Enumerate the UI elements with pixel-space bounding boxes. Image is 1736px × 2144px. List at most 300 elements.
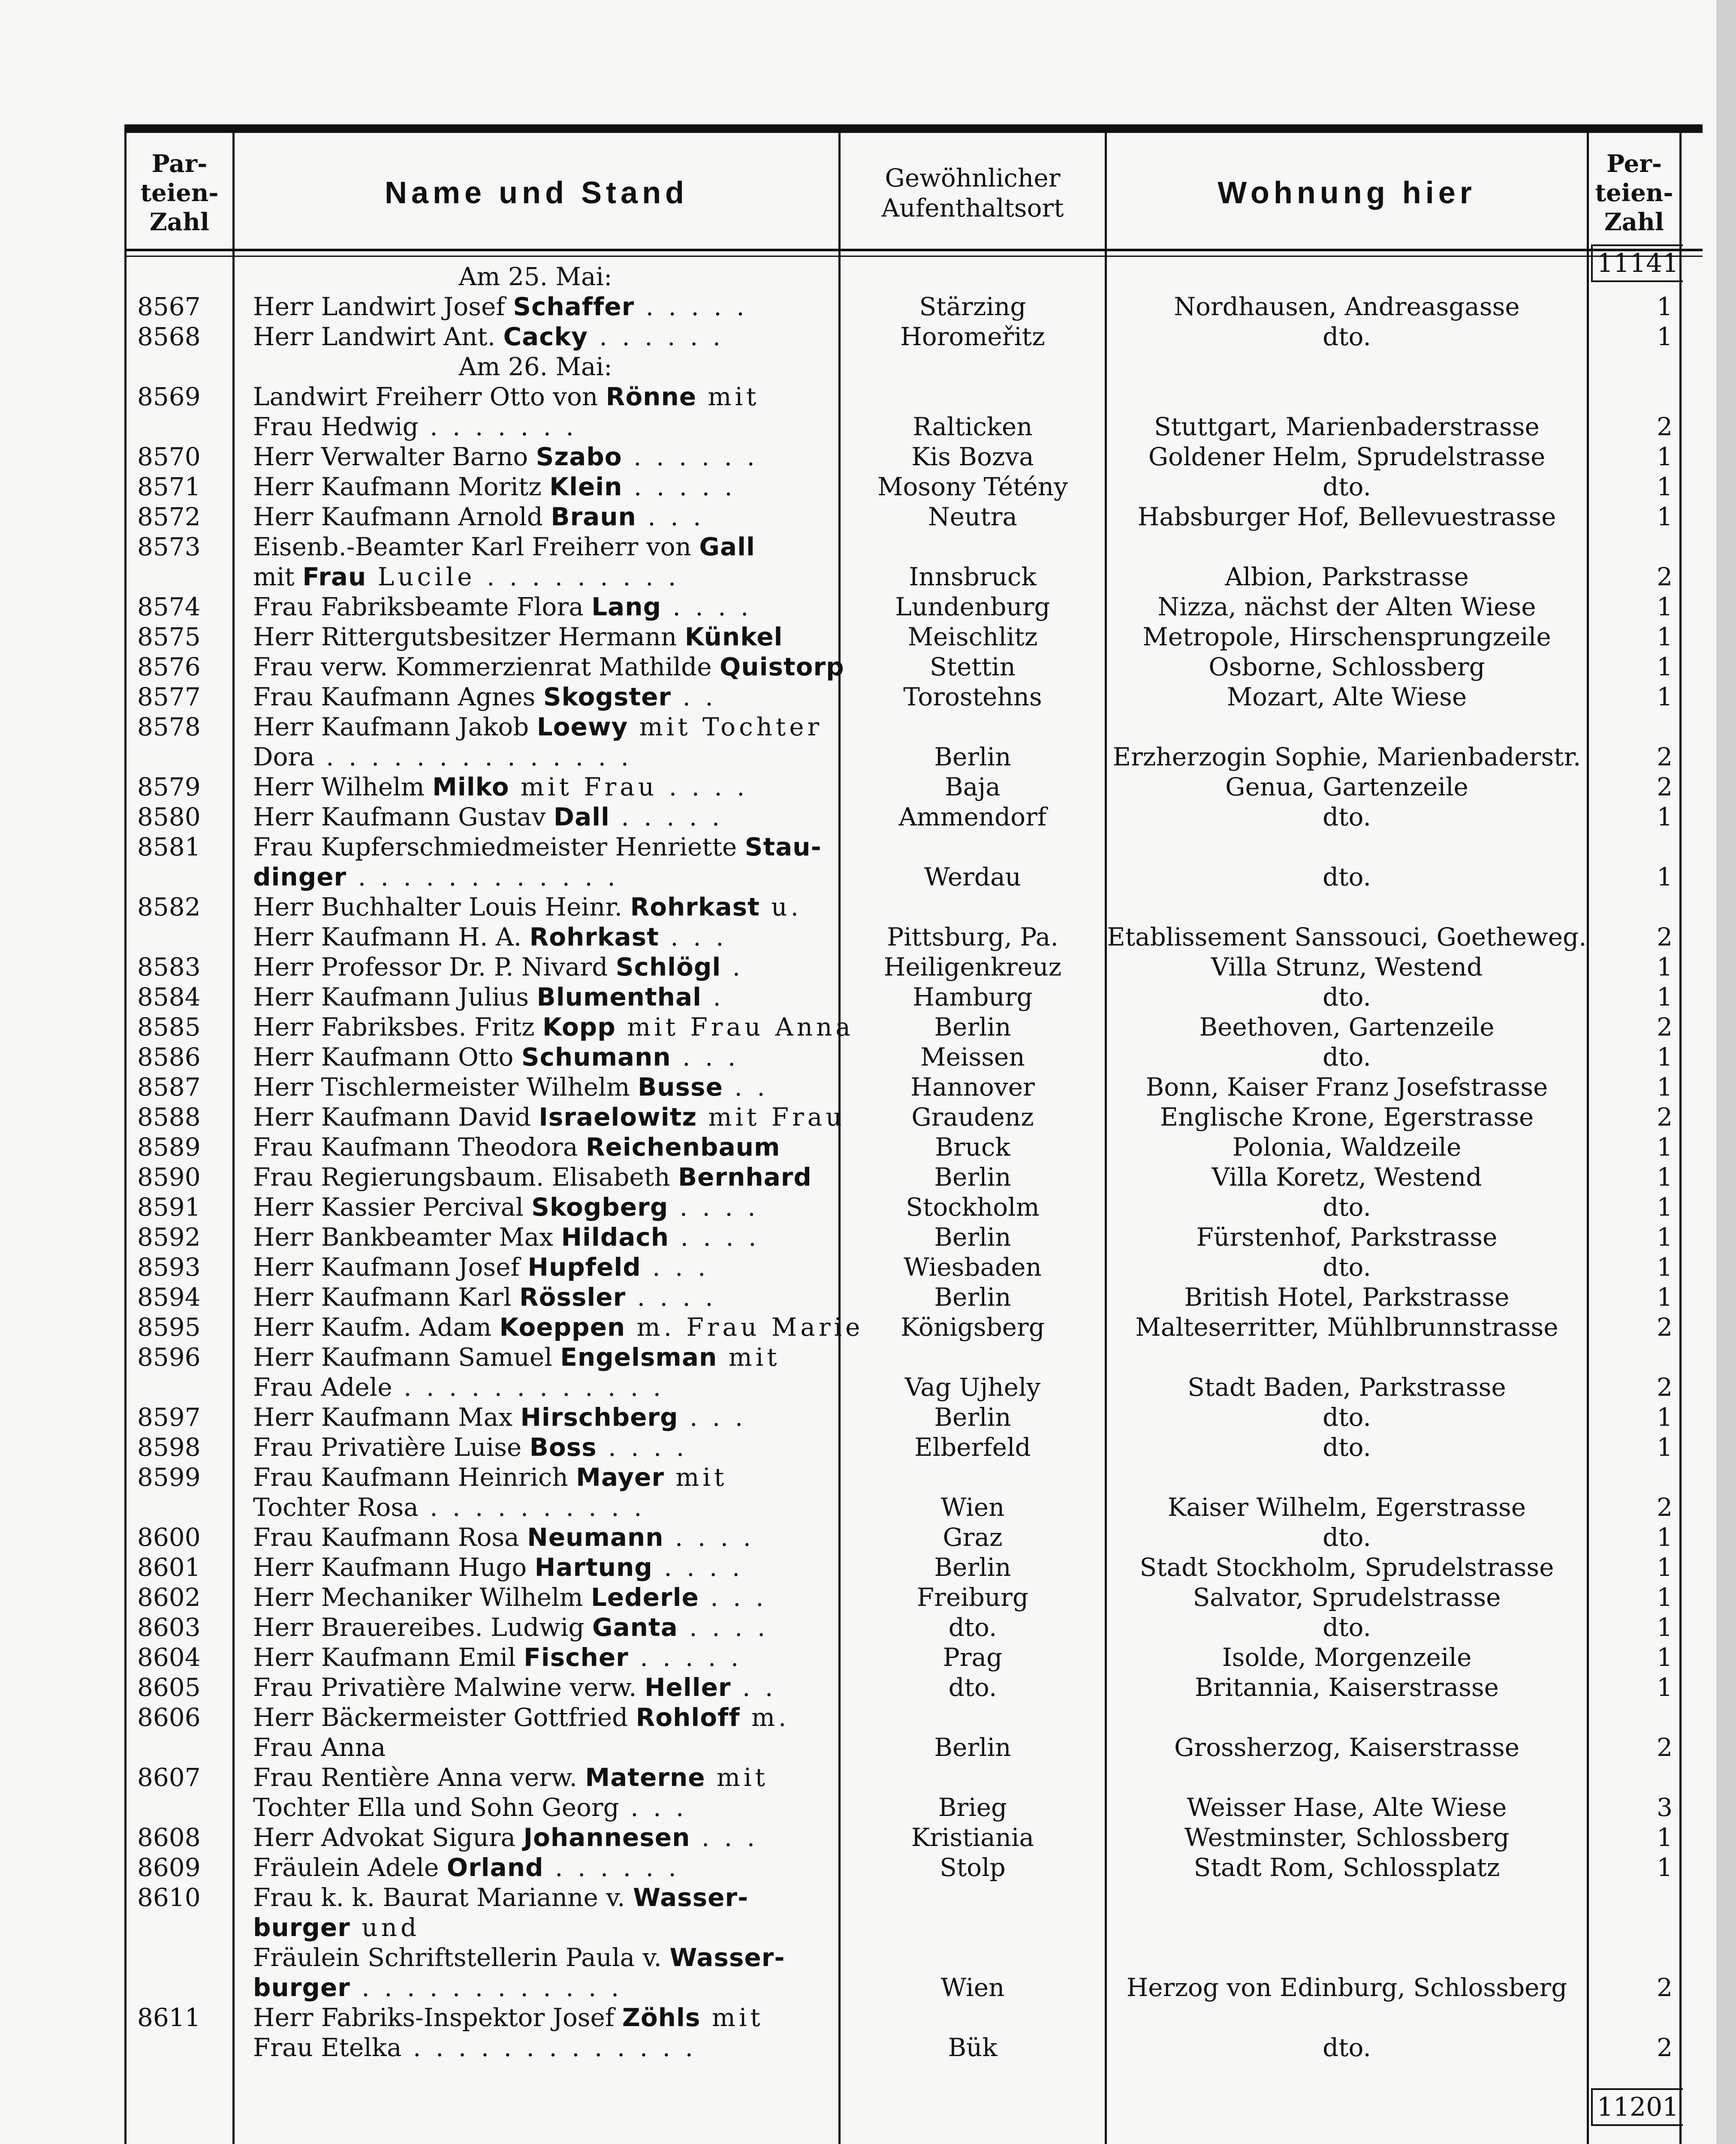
- surname: Lederle: [591, 1583, 699, 1612]
- entry-number: 8597: [137, 1403, 201, 1432]
- entry-name: [253, 382, 836, 412]
- table-row: [124, 1552, 1703, 1582]
- lodging-address: Genua, Gartenzeile: [1225, 772, 1468, 801]
- entry-number: 8610: [137, 1883, 201, 1912]
- header-address: Wohnung hier: [1218, 176, 1476, 210]
- table-row: [124, 832, 1703, 862]
- name-suffix: . .: [731, 1673, 777, 1702]
- usual-residence: Wien: [940, 1973, 1005, 2002]
- surname: Lang: [591, 592, 661, 621]
- lodging-address: Grossherzog, Kaiserstrasse: [1174, 1733, 1519, 1762]
- surname: Klein: [549, 472, 623, 501]
- entry-number: 8570: [137, 442, 201, 471]
- table-row: [124, 1012, 1703, 1042]
- party-count: 1: [1657, 1523, 1673, 1552]
- table-row: [124, 262, 1703, 292]
- party-count: 1: [1657, 1283, 1673, 1312]
- name-text: Landwirt Freiherr Otto von: [253, 382, 606, 411]
- party-count: 1: [1657, 1042, 1673, 1072]
- name-text: Fräulein Adele: [253, 1853, 447, 1882]
- entry-name: [253, 1072, 836, 1102]
- name-text: Dora: [253, 742, 315, 771]
- entry-number: 8605: [137, 1673, 201, 1702]
- name-suffix: . . . .: [678, 1613, 769, 1642]
- name-suffix: . . . . . . . . . . . .: [347, 862, 619, 891]
- entry-number: 8589: [137, 1132, 201, 1162]
- usual-residence: Elberfeld: [914, 1433, 1031, 1462]
- name-text: Frau Kaufmann Theodora: [253, 1132, 586, 1162]
- lodging-address: Habsburger Hof, Bellevuestrasse: [1137, 502, 1556, 531]
- usual-residence: Berlin: [934, 1553, 1011, 1582]
- lodging-address: Villa Strunz, Westend: [1211, 952, 1483, 982]
- party-count: 1: [1657, 322, 1673, 351]
- surname: Loewy: [536, 712, 628, 741]
- entry-name: [253, 322, 836, 352]
- party-count: 2: [1657, 1973, 1673, 2002]
- name-suffix: . . . . . .: [588, 322, 724, 351]
- name-text: Frau Anna: [253, 1733, 386, 1762]
- usual-residence: Berlin: [934, 1162, 1011, 1192]
- lodging-address: Goldener Helm, Sprudelstrasse: [1148, 442, 1546, 471]
- name-text: Frau Privatière Luise: [253, 1433, 530, 1462]
- surname: Israelowitz: [539, 1102, 697, 1132]
- entry-number: 8591: [137, 1192, 201, 1222]
- party-count: 1: [1657, 1403, 1673, 1432]
- lodging-address: Villa Koretz, Westend: [1212, 1162, 1482, 1192]
- entry-number: 8576: [137, 652, 201, 681]
- name-text: Herr Kaufmann Otto: [253, 1042, 521, 1072]
- surname: Kopp: [542, 1012, 616, 1042]
- name-suffix: . . . .: [661, 592, 752, 621]
- party-count: 2: [1657, 1373, 1673, 1402]
- table-row: [124, 1372, 1703, 1402]
- entry-name: [253, 1282, 836, 1312]
- table-row: [124, 1522, 1703, 1552]
- party-count: 1: [1657, 1253, 1673, 1282]
- entry-name: [253, 1822, 836, 1852]
- entry-number: 8599: [137, 1463, 201, 1492]
- party-count: 1: [1657, 442, 1673, 471]
- table-row: [124, 952, 1703, 982]
- name-text: mit: [253, 562, 303, 591]
- entry-number: 8585: [137, 1012, 201, 1042]
- table-row: [124, 1972, 1703, 2002]
- lodging-address: dto.: [1323, 982, 1371, 1012]
- surname: Künkel: [684, 622, 783, 651]
- table-row: [124, 382, 1703, 412]
- name-text: Herr Fabriksbes. Fritz: [253, 1012, 542, 1042]
- table-row: [124, 1612, 1703, 1642]
- party-count: 1: [1657, 652, 1673, 681]
- usual-residence: Bük: [948, 2033, 998, 2062]
- usual-residence: Werdau: [924, 862, 1021, 891]
- party-count: 2: [1657, 1102, 1673, 1132]
- surname: Braun: [551, 502, 636, 531]
- table-row: [124, 1192, 1703, 1222]
- lodging-address: Bonn, Kaiser Franz Josefstrasse: [1145, 1072, 1548, 1102]
- carried-over-total: 11141: [1591, 244, 1683, 282]
- entry-number: 8574: [137, 592, 201, 621]
- name-suffix: . . . . .: [609, 802, 723, 831]
- lodging-address: Herzog von Edinburg, Schlossberg: [1126, 1973, 1567, 2002]
- table-row: [124, 1222, 1703, 1252]
- usual-residence: Berlin: [934, 1223, 1011, 1252]
- page-edge-shadow: [1716, 0, 1736, 2144]
- name-suffix: . . . . . . . . . . . .: [350, 1973, 623, 2002]
- surname: Skogster: [543, 682, 672, 711]
- name-suffix: mit Frau Anna: [615, 1012, 854, 1042]
- surname: Skogberg: [531, 1192, 669, 1222]
- lodging-address: dto.: [1323, 862, 1371, 891]
- name-suffix: . . . . . . . . . . . .: [392, 1373, 665, 1402]
- entry-name: [253, 1462, 836, 1492]
- surname: Hupfeld: [527, 1253, 641, 1282]
- table-row: [124, 622, 1703, 652]
- name-suffix: . . . . . .: [622, 442, 758, 471]
- name-text: Eisenb.-Beamter Karl Freiherr von: [253, 532, 699, 561]
- entry-number: 8590: [137, 1162, 201, 1192]
- name-suffix: mit Tochter: [628, 712, 823, 741]
- party-count: 1: [1657, 1823, 1673, 1852]
- lodging-address: British Hotel, Parkstrasse: [1184, 1283, 1510, 1312]
- table-row: [124, 652, 1703, 682]
- name-suffix: m. Frau Marie: [625, 1313, 864, 1342]
- usual-residence: Berlin: [934, 1283, 1011, 1312]
- surname: Heller: [644, 1673, 731, 1702]
- surname: Blumenthal: [536, 982, 702, 1012]
- entry-name: [253, 472, 836, 502]
- lodging-address: dto.: [1323, 1042, 1371, 1072]
- entry-name: [253, 622, 836, 652]
- name-suffix: mit: [700, 2003, 764, 2032]
- table-row: [124, 472, 1703, 502]
- usual-residence: Prag: [943, 1643, 1003, 1672]
- surname: Bernhard: [678, 1162, 812, 1192]
- name-suffix: mit: [664, 1463, 728, 1492]
- lodging-address: Stadt Baden, Parkstrasse: [1187, 1373, 1506, 1402]
- entry-number: 8571: [137, 472, 201, 501]
- entry-name: [253, 832, 836, 862]
- usual-residence: Berlin: [934, 742, 1011, 771]
- entry-name: [253, 532, 836, 562]
- party-count: 1: [1657, 502, 1673, 531]
- name-suffix: . . . .: [597, 1433, 688, 1462]
- usual-residence: dto.: [948, 1673, 997, 1702]
- party-count: 1: [1657, 292, 1673, 321]
- surname: Szabo: [536, 442, 622, 471]
- party-count: 1: [1657, 982, 1673, 1012]
- entry-name: [253, 1312, 864, 1342]
- date-heading: [232, 262, 838, 292]
- entry-number: 8588: [137, 1102, 201, 1132]
- entry-name: [253, 1642, 836, 1672]
- name-text: Herr Rittergutsbesitzer Hermann: [253, 622, 685, 651]
- surname: Dall: [553, 802, 610, 831]
- name-text: Herr Wilhelm: [253, 772, 433, 801]
- name-text: Herr Fabriks-Inspektor Josef: [253, 2003, 622, 2032]
- surname: Rohrkast: [529, 922, 659, 952]
- name-text: Herr Advokat Sigura: [253, 1823, 524, 1852]
- surname: Fischer: [524, 1643, 629, 1672]
- entry-number: 8595: [137, 1313, 201, 1342]
- entry-number: 8606: [137, 1703, 201, 1732]
- surname: Rohloff: [636, 1703, 740, 1732]
- table-row: [124, 1672, 1703, 1702]
- entry-number: 8582: [137, 892, 201, 921]
- name-suffix: . . . . .: [628, 1643, 742, 1672]
- table-row: [124, 1072, 1703, 1102]
- lodging-address: dto.: [1323, 1613, 1371, 1642]
- page-total: 11201: [1591, 2088, 1683, 2126]
- name-text: Frau Fabriksbeamte Flora: [253, 592, 592, 621]
- name-text: Herr Tischlermeister Wilhelm: [253, 1072, 638, 1102]
- name-suffix: . . .: [678, 1403, 747, 1432]
- entry-name: [253, 802, 836, 832]
- entry-name: [253, 292, 836, 322]
- entry-name: [253, 1732, 836, 1762]
- entry-number: 8569: [137, 382, 201, 411]
- party-count: 2: [1657, 922, 1673, 952]
- entry-number: 8592: [137, 1223, 201, 1252]
- usual-residence: Berlin: [934, 1012, 1011, 1042]
- register-rows: [124, 262, 1703, 2063]
- entry-name: [253, 1882, 836, 1912]
- party-count: 1: [1657, 472, 1673, 501]
- party-count: 3: [1657, 1793, 1673, 1822]
- entry-number: 8607: [137, 1763, 201, 1792]
- usual-residence: Lundenburg: [895, 592, 1050, 621]
- usual-residence: Innsbruck: [909, 562, 1037, 591]
- lodging-address: dto.: [1323, 2033, 1371, 2062]
- surname: Rössler: [519, 1283, 626, 1312]
- name-suffix: . . . . . . .: [418, 412, 577, 441]
- name-text: Frau Hedwig: [253, 412, 419, 441]
- name-text: Herr Landwirt Ant.: [253, 322, 503, 351]
- header-origin: Gewöhnlicher Aufenthaltsort: [881, 163, 1064, 223]
- entry-name: [253, 1672, 836, 1702]
- name-suffix: . . . . . . . . . .: [418, 1493, 645, 1522]
- entry-name: [253, 1372, 836, 1402]
- table-row: [124, 532, 1703, 562]
- name-suffix: . . . . . . . . . . . . . .: [314, 742, 632, 771]
- table-row: [124, 412, 1703, 442]
- name-suffix: . . . .: [626, 1283, 717, 1312]
- party-count: 1: [1657, 1583, 1673, 1612]
- name-suffix: . . . .: [669, 1223, 760, 1252]
- surname: Hildach: [561, 1223, 669, 1252]
- table-row: [124, 982, 1703, 1012]
- entry-number: 8600: [137, 1523, 201, 1552]
- usual-residence: Ralticken: [913, 412, 1033, 441]
- top-rule: [124, 124, 1703, 133]
- entry-name: [253, 1762, 836, 1792]
- table-row: [124, 742, 1703, 772]
- entry-number: 8581: [137, 832, 201, 861]
- surname: Wasser-: [633, 1883, 749, 1912]
- usual-residence: Wien: [940, 1493, 1005, 1522]
- table-row: [124, 1852, 1703, 1882]
- party-count: 2: [1657, 1313, 1673, 1342]
- usual-residence: Berlin: [934, 1403, 1011, 1432]
- lodging-address: Westminster, Schlossberg: [1184, 1823, 1510, 1852]
- name-text: Frau Rentière Anna verw.: [253, 1763, 585, 1792]
- table-row: [124, 922, 1703, 952]
- name-suffix: . . . . .: [622, 472, 736, 501]
- table-row: [124, 1582, 1703, 1612]
- party-count: 1: [1657, 1433, 1673, 1462]
- table-row: [124, 892, 1703, 922]
- usual-residence: Stolp: [940, 1853, 1006, 1882]
- party-count: 2: [1657, 2033, 1673, 2062]
- entry-number: 8575: [137, 622, 201, 651]
- usual-residence: Graudenz: [911, 1102, 1034, 1132]
- entry-name: [253, 1222, 836, 1252]
- lodging-address: dto.: [1323, 1433, 1371, 1462]
- table-row: [124, 682, 1703, 712]
- name-text: Frau Adele: [253, 1373, 392, 1402]
- table-row: [124, 1492, 1703, 1522]
- name-suffix: . . . . .: [634, 292, 748, 321]
- entry-number: 8598: [137, 1433, 201, 1462]
- name-text: Am 25. Mai:: [458, 262, 612, 291]
- name-suffix: . . .: [690, 1823, 759, 1852]
- table-row: [124, 1822, 1703, 1852]
- entry-number: 8573: [137, 532, 201, 561]
- name-text: Herr Mechaniker Wilhelm: [253, 1583, 591, 1612]
- name-text: Herr Kaufm. Adam: [253, 1313, 500, 1342]
- lodging-address: dto.: [1323, 1403, 1371, 1432]
- table-row: [124, 502, 1703, 532]
- usual-residence: Stettin: [930, 652, 1016, 681]
- name-suffix: . .: [723, 1072, 769, 1102]
- entry-name: [253, 712, 836, 742]
- header-rule-thin: [124, 256, 1703, 257]
- table-row: [124, 592, 1703, 622]
- table-row: [124, 1642, 1703, 1672]
- entry-name: [253, 1972, 836, 2002]
- name-text: Herr Kaufmann Karl: [253, 1283, 519, 1312]
- name-text: Herr Verwalter Barno: [253, 442, 536, 471]
- lodging-address: Nordhausen, Andreasgasse: [1174, 292, 1520, 321]
- surname: dinger: [253, 862, 347, 891]
- table-row: [124, 1432, 1703, 1462]
- entry-name: [253, 772, 836, 802]
- name-text: Herr Kaufmann Moritz: [253, 472, 550, 501]
- name-text: Herr Bäckermeister Gottfried: [253, 1703, 636, 1732]
- entry-name: [253, 982, 836, 1012]
- table-row: [124, 1102, 1703, 1132]
- party-count: 2: [1657, 562, 1673, 591]
- usual-residence: Berlin: [934, 1733, 1011, 1762]
- party-count: 1: [1657, 592, 1673, 621]
- entry-number: 8602: [137, 1583, 201, 1612]
- lodging-address: dto.: [1323, 802, 1371, 831]
- register-page: [124, 124, 1703, 2144]
- entry-name: [253, 1432, 836, 1462]
- usual-residence: Meissen: [920, 1042, 1025, 1072]
- table-row: [124, 1132, 1703, 1162]
- table-row: [124, 1462, 1703, 1492]
- entry-name: [253, 922, 836, 952]
- name-suffix: und: [350, 1913, 420, 1942]
- surname: Rohrkast: [630, 892, 760, 921]
- name-text: Herr Kaufmann Josef: [253, 1253, 528, 1282]
- surname: Hirschberg: [520, 1403, 678, 1432]
- usual-residence: Pittsburg, Pa.: [887, 922, 1058, 952]
- surname: Schumann: [521, 1042, 671, 1072]
- lodging-address: Erzherzogin Sophie, Marienbaderstr.: [1112, 742, 1581, 771]
- surname: Materne: [585, 1763, 705, 1792]
- usual-residence: Graz: [943, 1523, 1003, 1552]
- usual-residence: Königsberg: [901, 1313, 1045, 1342]
- entry-name: [253, 652, 844, 682]
- party-count: 1: [1657, 952, 1673, 982]
- entry-number: 8601: [137, 1553, 201, 1582]
- surname: Hartung: [534, 1553, 653, 1582]
- party-count: 2: [1657, 1493, 1673, 1522]
- name-suffix: .: [702, 982, 724, 1012]
- lodging-address: Osborne, Schlossberg: [1209, 652, 1485, 681]
- party-count: 1: [1657, 1132, 1673, 1162]
- name-suffix: . . . . . .: [543, 1853, 680, 1882]
- lodging-address: Malteserritter, Mühlbrunnstrasse: [1135, 1313, 1558, 1342]
- name-suffix: . . . .: [668, 1192, 759, 1222]
- lodging-address: Albion, Parkstrasse: [1225, 562, 1469, 591]
- usual-residence: Baja: [945, 772, 1001, 801]
- lodging-address: Stuttgart, Marienbaderstrasse: [1154, 412, 1540, 441]
- lodging-address: dto.: [1323, 1192, 1371, 1222]
- entry-name: [253, 1612, 836, 1642]
- lodging-address: Etablissement Sanssouci, Goetheweg.: [1107, 922, 1587, 952]
- entry-name: [253, 1102, 845, 1132]
- name-text: Herr Kassier Percival: [253, 1192, 532, 1222]
- party-count: 1: [1657, 1223, 1673, 1252]
- table-row: [124, 772, 1703, 802]
- entry-name: [253, 1132, 836, 1162]
- usual-residence: Stockholm: [906, 1192, 1040, 1222]
- name-text: Frau Kaufmann Agnes: [253, 682, 543, 711]
- table-row: [124, 712, 1703, 742]
- entry-number: 8583: [137, 952, 201, 982]
- surname: Schlögl: [615, 952, 721, 982]
- name-text: Herr Kaufmann Gustav: [253, 802, 554, 831]
- entry-number: 8579: [137, 772, 201, 801]
- usual-residence: Mosony Tétény: [877, 472, 1068, 501]
- surname: Schaffer: [513, 292, 635, 321]
- entry-name: [253, 592, 836, 622]
- party-count: 1: [1657, 802, 1673, 831]
- name-text: Frau Kupferschmiedmeister Henriette: [253, 832, 745, 861]
- entry-number: 8584: [137, 982, 201, 1012]
- lodging-address: Britannia, Kaiserstrasse: [1195, 1673, 1499, 1702]
- surname: Ganta: [592, 1613, 678, 1642]
- entry-name: [253, 1252, 836, 1282]
- party-count: 1: [1657, 1613, 1673, 1642]
- surname: Boss: [529, 1433, 597, 1462]
- entry-number: 8577: [137, 682, 201, 711]
- surname: burger: [253, 1973, 350, 2002]
- table-row: [124, 2002, 1703, 2033]
- entry-name: [253, 1402, 836, 1432]
- usual-residence: Kristiania: [911, 1823, 1034, 1852]
- name-suffix: . . .: [636, 502, 705, 531]
- table-row: [124, 1942, 1703, 1972]
- surname: Busse: [638, 1072, 723, 1102]
- entry-name: [253, 1552, 836, 1582]
- lodging-address: Salvator, Sprudelstrasse: [1193, 1583, 1501, 1612]
- lodging-address: dto.: [1323, 322, 1371, 351]
- entry-number: 8594: [137, 1283, 201, 1312]
